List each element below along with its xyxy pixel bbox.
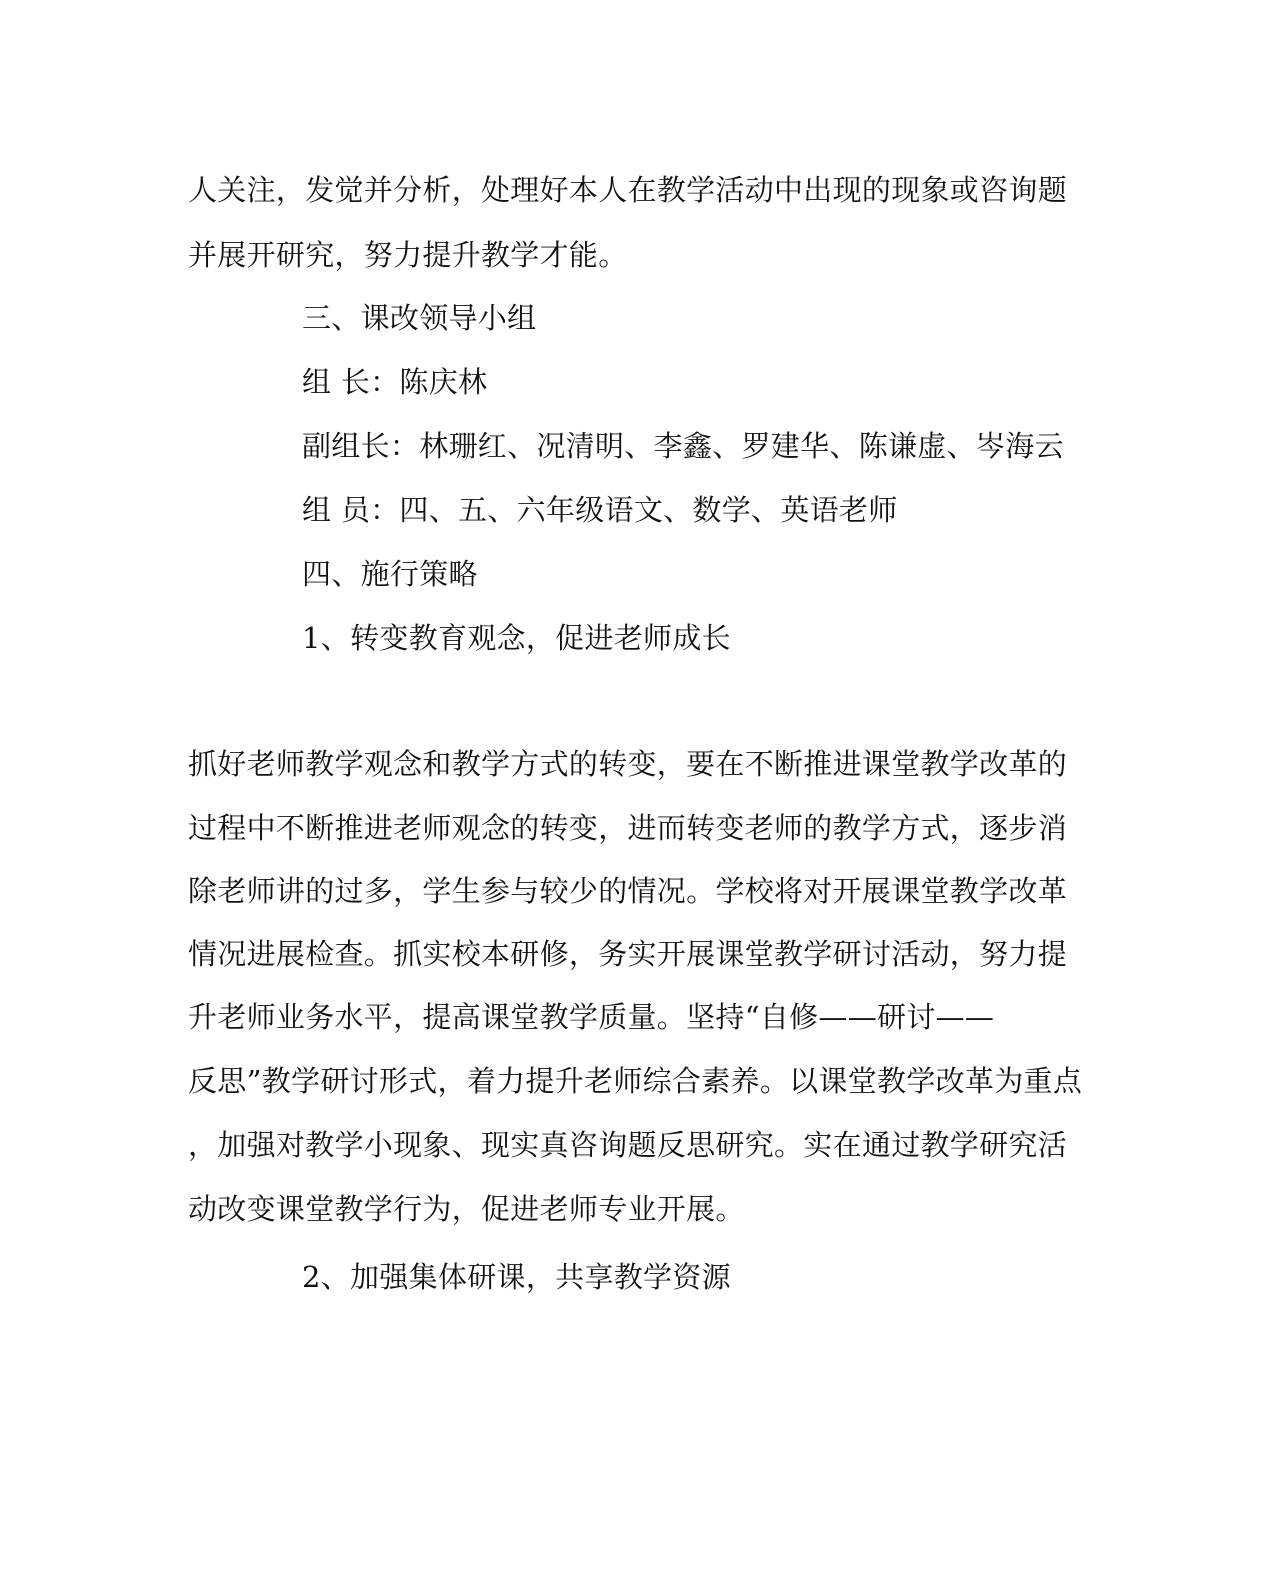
paragraph-line: 反思”教学研讨形式，着力提升老师综合素养。以课堂教学改革为重点 [188,1064,1083,1098]
paragraph-line: 升老师业务水平，提高课堂教学质量。坚持“自修——研讨—— [188,1000,995,1034]
paragraph-line: 人关注，发觉并分析，处理好本人在教学活动中出现的现象或咨询题 [188,173,1068,207]
paragraph-line: 过程中不断推进老师观念的转变，进而转变老师的教学方式，逐步消 [188,811,1068,845]
paragraph-line: 并展开研究，努力提升教学才能。 [188,238,628,272]
section-heading: 三、课改领导小组 [302,301,537,335]
paragraph-line: ，加强对教学小现象、现实真咨询题反思研究。实在通过教学研究活 [188,1128,1068,1162]
paragraph-line: 除老师讲的过多，学生参与较少的情况。学校将对开展课堂教学改革 [188,874,1068,908]
subsection-heading: 1、转变教育观念，促进老师成长 [302,621,731,655]
subsection-heading: 2、加强集体研课，共享教学资源 [302,1260,731,1294]
paragraph-line: 动改变课堂教学行为，促进老师专业开展。 [188,1192,745,1226]
leader-line: 组 长：陈庆林 [302,365,488,399]
members-line: 组 员：四、五、六年级语文、数学、英语老师 [302,493,898,527]
deputy-leaders-line: 副组长：林珊红、况清明、李鑫、罗建华、陈谦虚、岑海云 [302,429,1064,463]
paragraph-line: 情况进展检查。抓实校本研修，务实开展课堂教学研讨活动，努力提 [188,937,1068,971]
section-heading: 四、施行策略 [302,557,478,591]
paragraph-line: 抓好老师教学观念和教学方式的转变，要在不断推进课堂教学改革的 [188,747,1068,781]
